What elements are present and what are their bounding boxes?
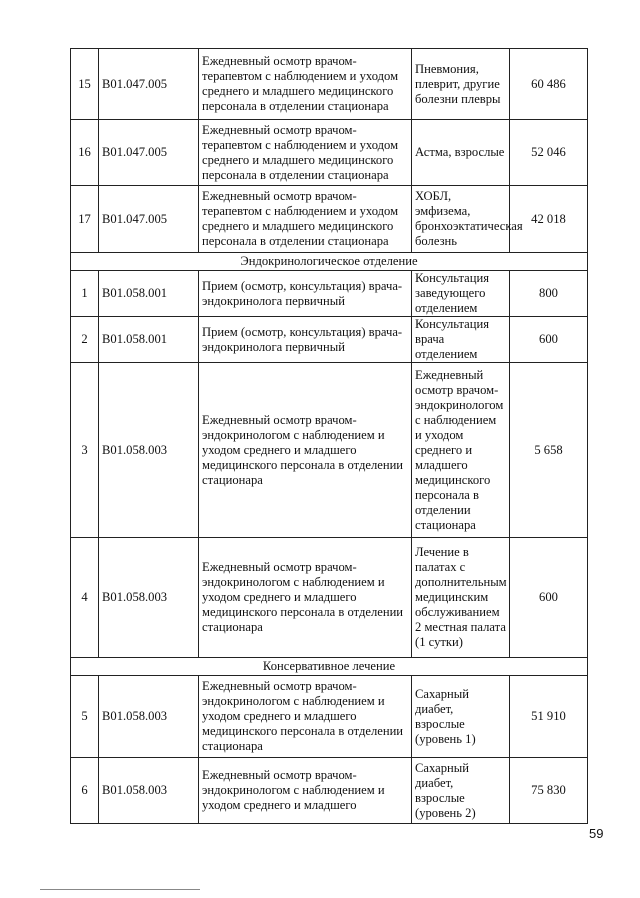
row-number-cell: 15	[71, 49, 99, 120]
service-code-cell: B01.058.003	[99, 758, 199, 824]
section-title: Консервативное лечение	[71, 658, 588, 676]
service-code-cell: B01.047.005	[99, 120, 199, 186]
row-number-cell: 6	[71, 758, 99, 824]
service-note-cell: Лечение в палатах с дополнительным медицинским обслуживанием 2 местная палата (1 сутки)	[412, 538, 510, 658]
row-number-cell: 3	[71, 363, 99, 538]
section-row	[71, 253, 588, 271]
service-note-cell: Сахарный диабет, взрослые (уровень 1)	[412, 676, 510, 758]
service-code-cell: B01.047.005	[99, 186, 199, 253]
price-cell: 42 018	[510, 186, 588, 253]
service-name-cell: Ежедневный осмотр врачом-терапевтом с наблюдением и уходом среднего и младшего медицинского персонала в отделении стационара	[199, 49, 412, 120]
service-code-cell: B01.058.003	[99, 538, 199, 658]
footer-rule	[40, 889, 200, 890]
table-row	[71, 676, 588, 758]
row-number-cell: 1	[71, 271, 99, 317]
price-cell: 600	[510, 317, 588, 363]
table-row	[71, 758, 588, 824]
price-cell: 60 486	[510, 49, 588, 120]
row-number-cell: 2	[71, 317, 99, 363]
service-note-cell: Консультация врача отделением	[412, 317, 510, 363]
table-row	[71, 49, 588, 120]
service-code-cell: B01.047.005	[99, 49, 199, 120]
table-row	[71, 120, 588, 186]
price-cell: 52 046	[510, 120, 588, 186]
row-number-cell: 4	[71, 538, 99, 658]
row-number-cell: 5	[71, 676, 99, 758]
price-cell: 51 910	[510, 676, 588, 758]
service-code-cell: B01.058.001	[99, 317, 199, 363]
service-note-cell: Астма, взрослые	[412, 120, 510, 186]
price-list-table	[70, 48, 588, 824]
service-note-cell: Сахарный диабет, взрослые (уровень 2)	[412, 758, 510, 824]
service-name-cell: Ежедневный осмотр врачом-терапевтом с наблюдением и уходом среднего и младшего медицинского персонала в отделении стационара	[199, 120, 412, 186]
service-note-cell: Ежедневный осмотр врачом-эндокринологом с наблюдением и уходом среднего и младшего медицинского персонала в отделении стационара	[412, 363, 510, 538]
row-number-cell: 16	[71, 120, 99, 186]
service-note-cell: Консультация заведующего отделением	[412, 271, 510, 317]
price-cell: 75 830	[510, 758, 588, 824]
section-row	[71, 658, 588, 676]
page-number: 59	[589, 826, 604, 841]
service-code-cell: B01.058.003	[99, 676, 199, 758]
service-code-cell: B01.058.003	[99, 363, 199, 538]
row-number-cell: 17	[71, 186, 99, 253]
table-body	[71, 49, 588, 824]
price-cell: 600	[510, 538, 588, 658]
table-row	[71, 317, 588, 363]
service-note-cell: ХОБЛ, эмфизема, бронхоэктатическая болезнь	[412, 186, 510, 253]
table-row	[71, 538, 588, 658]
section-title: Эндокринологическое отделение	[71, 253, 588, 271]
service-note-cell: Пневмония, плеврит, другие болезни плевры	[412, 49, 510, 120]
service-name-cell: Ежедневный осмотр врачом-эндокринологом с наблюдением и уходом среднего и младшего медицинского персонала в отделении стационара	[199, 363, 412, 538]
price-cell: 5 658	[510, 363, 588, 538]
service-name-cell: Ежедневный осмотр врачом-эндокринологом с наблюдением и уходом среднего и младшего	[199, 758, 412, 824]
service-name-cell: Ежедневный осмотр врачом-терапевтом с наблюдением и уходом среднего и младшего медицинского персонала в отделении стационара	[199, 186, 412, 253]
table-row	[71, 186, 588, 253]
price-cell: 800	[510, 271, 588, 317]
service-name-cell: Прием (осмотр, консультация) врача-эндокринолога первичный	[199, 317, 412, 363]
service-name-cell: Прием (осмотр, консультация) врача-эндокринолога первичный	[199, 271, 412, 317]
service-name-cell: Ежедневный осмотр врачом-эндокринологом с наблюдением и уходом среднего и младшего медицинского персонала в отделении стационара	[199, 538, 412, 658]
table-row	[71, 271, 588, 317]
service-code-cell: B01.058.001	[99, 271, 199, 317]
table-row	[71, 363, 588, 538]
service-name-cell: Ежедневный осмотр врачом-эндокринологом с наблюдением и уходом среднего и младшего медицинского персонала в отделении стационара	[199, 676, 412, 758]
